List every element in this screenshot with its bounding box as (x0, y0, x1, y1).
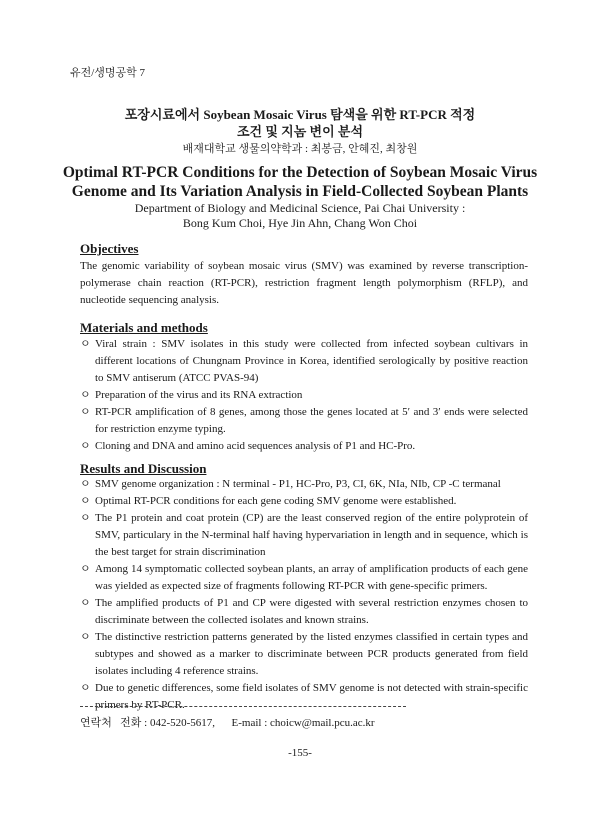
results-item-text: Optimal RT-PCR conditions for each gene coding SMV genome were established. (95, 495, 457, 507)
email-label: E-mail : (231, 717, 271, 729)
methods-item-text: Cloning and DNA and amino acid sequences analysis of P1 and HC-Pro. (95, 440, 416, 452)
email-address: choicw@mail.pcu.ac.kr (270, 717, 375, 729)
bullet-marker: ㅇ (80, 406, 91, 418)
results-item-3 (80, 510, 528, 561)
bullet-marker: ㅇ (80, 563, 91, 575)
results-item-4 (80, 561, 528, 595)
methods-item-3 (80, 404, 528, 438)
english-title-line-1: Optimal RT-PCR Conditions for the Detection of Soybean Mosaic Virus (62, 164, 538, 181)
contact-label: 연락처 (80, 717, 112, 729)
methods-item-4 (80, 438, 528, 455)
results-heading: Results and Discussion (80, 461, 207, 476)
korean-title-line-1: 포장시료에서 Soybean Mosaic Virus 탐색을 위한 RT-PCR 적정 (124, 107, 476, 122)
results-item-7 (80, 680, 528, 714)
bullet-marker: ㅇ (80, 682, 91, 694)
korean-title-line-2: 조건 및 지놈 변이 분석 (236, 124, 364, 139)
page-number: -155- (288, 747, 312, 759)
bullet-marker: ㅇ (80, 631, 91, 643)
methods-list (80, 336, 528, 455)
methods-heading: Materials and methods (80, 320, 208, 335)
results-item-text: The amplified products of P1 and CP were digested with several restriction enzymes chosen to discriminate between the collected isolates and known strains. (95, 597, 528, 626)
results-list (80, 476, 528, 714)
korean-affiliation: 배재대학교 생물의약학과 : 최봉금, 안혜진, 최창원 (182, 143, 418, 155)
contact-line (80, 714, 375, 730)
results-item-text: Due to genetic differences, some field isolates of SMV genome is not detected with strain-specific primers by RT-PCR. (95, 682, 528, 711)
results-item-text: Among 14 symptomatic collected soybean plants, an array of amplification products of each gene was yielded as expected size of fragments following RT-PCR with gene-specific primers. (95, 563, 528, 592)
methods-item-text: Preparation of the virus and its RNA extraction (95, 389, 303, 401)
bullet-marker: ㅇ (80, 338, 91, 350)
results-item-text: SMV genome organization : N terminal - P1, HC-Pro, P3, CI, 6K, NIa, NIb, CP -C termanal (95, 478, 501, 490)
methods-item-text: RT-PCR amplification of 8 genes, among those the genes located at 5′ and 3′ ends were selected for restriction enzyme typing. (95, 406, 528, 435)
results-item-2 (80, 493, 528, 510)
bullet-marker: ㅇ (80, 389, 91, 401)
results-item-5 (80, 595, 528, 629)
bullet-marker: ㅇ (80, 597, 91, 609)
phone-label: 전화 : (120, 717, 150, 729)
results-item-6 (80, 629, 528, 680)
english-authors: Bong Kum Choi, Hye Jin Ahn, Chang Won Choi (182, 216, 418, 230)
methods-item-text: Viral strain : SMV isolates in this study were collected from infected soybean cultivars in different locations of Chungnam Province in Korea, identified serologically by positive reaction to SMV antiserum (ATCC PVAS-94) (95, 338, 528, 384)
methods-item-2 (80, 387, 528, 404)
bullet-marker: ㅇ (80, 440, 91, 452)
bullet-marker: ㅇ (80, 512, 91, 524)
bullet-marker: ㅇ (80, 478, 91, 490)
phone-number: 042-520-5617, (149, 717, 216, 729)
methods-item-1 (80, 336, 528, 387)
english-affiliation: Department of Biology and Medicinal Science, Pai Chai University : (134, 201, 466, 215)
english-title-line-2: Genome and Its Variation Analysis in Field-Collected Soybean Plants (71, 183, 529, 200)
bullet-marker: ㅇ (80, 495, 91, 507)
footnote-divider (80, 706, 406, 707)
objectives-heading: Objectives (80, 241, 139, 256)
results-item-text: The P1 protein and coat protein (CP) are the least conserved region of the entire polyprotein of SMV, particulary in the N-terminal half having hypervariation in length and in sequence, which is the best target for strain discrimination (95, 512, 528, 558)
results-item-text: The distinctive restriction patterns generated by the listed enzymes classified in certain types and subtypes and showed as a marker to discriminate between PCR products generated from field isolates including 4 reference strains. (95, 631, 528, 677)
results-item-1 (80, 476, 528, 493)
objectives-text: The genomic variability of soybean mosaic virus (SMV) was examined by reverse transcription-polymerase chain reaction (RT-PCR), restriction fragment length polymorphism (RFLP), and nucleotide sequencing analysis. (80, 260, 528, 306)
section-label: 유전/생명공학 7 (70, 67, 146, 79)
